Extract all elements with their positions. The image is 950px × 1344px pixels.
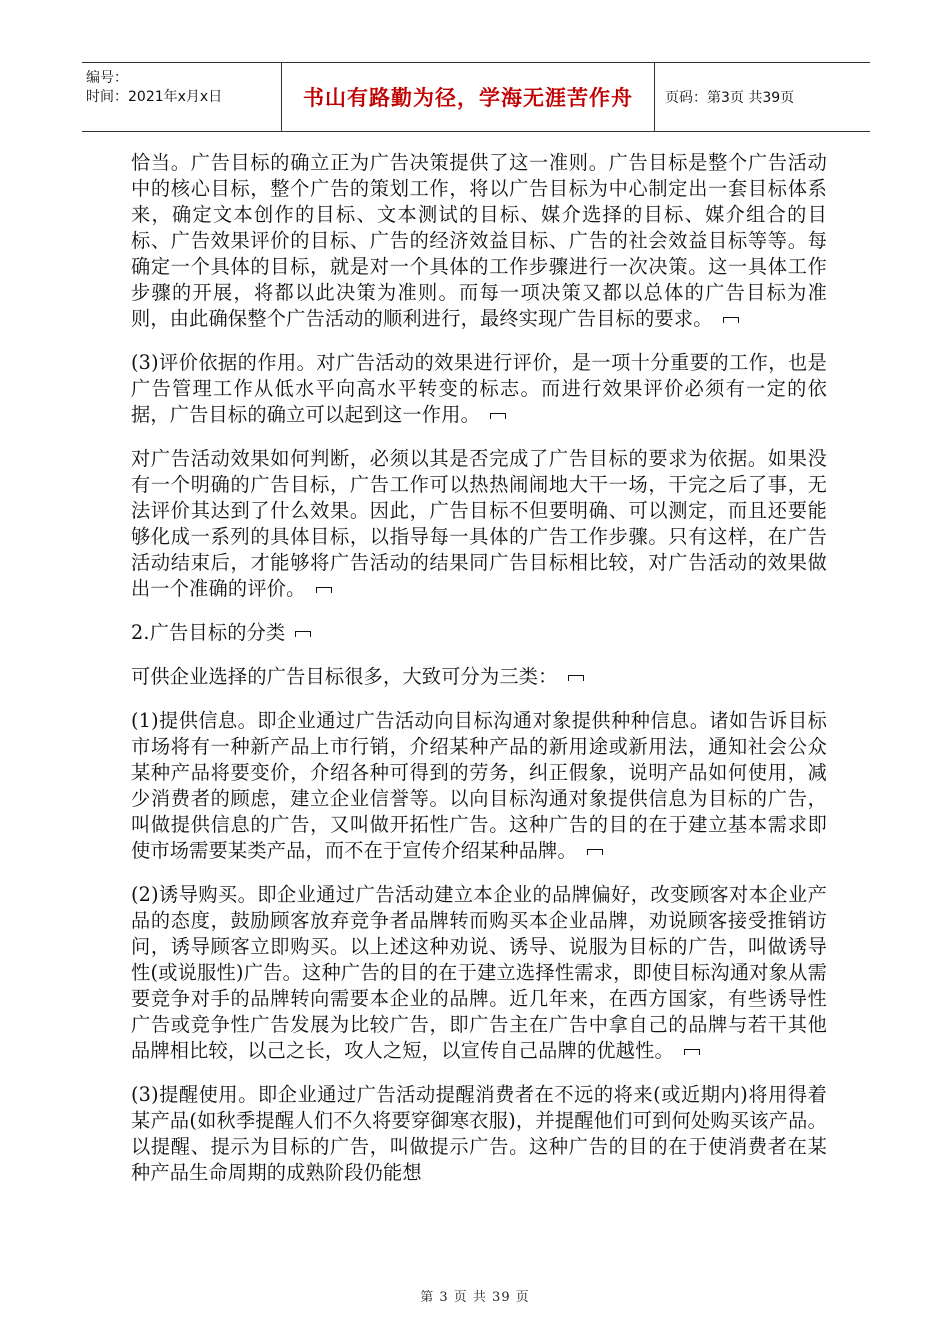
time-label: 时间：2021年x月x日: [86, 89, 223, 105]
page-header: [82, 62, 870, 132]
paragraph-mark-icon: [316, 587, 332, 593]
paragraph: [131, 350, 827, 428]
header-page-info-cell: [655, 63, 870, 131]
paragraph-text: (3)评价依据的作用。对广告活动的效果进行评价，是一项十分重要的工作，也是广告管理工作从低水平向高水平转变的标志。而进行效果评价必须有一定的依据，广告目标的确立可以起到这一作用。: [131, 351, 827, 426]
paragraph-mark-icon: [684, 1049, 700, 1055]
paragraph-text: 可供企业选择的广告目标很多，大致可分为三类：: [131, 665, 558, 688]
paragraph: [131, 446, 827, 602]
paragraph: [131, 664, 827, 690]
paragraph-text: (2)诱导购买。即企业通过广告活动建立本企业的品牌偏好，改变顾客对本企业产品的态度，鼓励顾客放弃竞争者品牌转而购买本企业品牌，劝说顾客接受推销访问，诱导顾客立即购买。以上述这种劝说、诱导、说服为目标的广告，叫做诱导性(或说服性)广告。这种广告的目的在于建立选择性需求，即使目标沟通对象从需要竞争对手的品牌转向需要本企业的品牌。近几年来，在西方国家，有些诱导性广告或竞争性广告发展为比较广告，即广告主在广告中拿自己的品牌与若干其他品牌相比较，以己之长，攻人之短，以宣传自己品牌的优越性。: [131, 883, 827, 1062]
section-heading: [131, 620, 827, 646]
number-label: 编号：: [86, 70, 128, 86]
header-meta: [82, 63, 282, 131]
paragraph-mark-icon: [568, 675, 584, 681]
paragraph-mark-icon: [587, 849, 603, 855]
document-body: [131, 150, 827, 1204]
paragraph-text: (3)提醒使用。即企业通过广告活动提醒消费者在不远的将来(或近期内)将用得着某产品(如秋季提醒人们不久将要穿御寒衣服)，并提醒他们可到何处购买该产品。以提醒、提示为目标的广告，叫做提示广告。这种广告的目的在于使消费者在某种产品生命周期的成熟阶段仍能想: [131, 1083, 827, 1184]
paragraph: [131, 882, 827, 1064]
paragraph-mark-icon: [490, 413, 506, 419]
page-footer: 第 3 页 共 39 页: [420, 1290, 530, 1305]
paragraph: [131, 708, 827, 864]
motto: 书山有路勤为径，学海无涯苦作舟: [303, 86, 633, 110]
paragraph-mark-icon: [723, 317, 739, 323]
paragraph-text: 对广告活动效果如何判断，必须以其是否完成了广告目标的要求为依据。如果没有一个明确的广告目标，广告工作可以热热闹闹地大干一场，干完之后了事，无法评价其达到了什么效果。因此，广告目标不但要明确、可以测定，而且还要能够化成一系列的具体目标，以指导每一具体的广告工作步骤。只有这样，在广告活动结束后，才能够将广告活动的结果同广告目标相比较，对广告活动的效果做出一个准确的评价。: [131, 447, 827, 600]
paragraph: [131, 150, 827, 332]
paragraph-text: (1)提供信息。即企业通过广告活动向目标沟通对象提供种种信息。诸如告诉目标市场将有一种新产品上市行销，介绍某种产品的新用途或新用法，通知社会公众某种产品将要变价，介绍各种可得到的劳务，纠正假象，说明产品如何使用，减少消费者的顾虑，建立企业信誉等。以向目标沟通对象提供信息为目标的广告，叫做提供信息的广告，又叫做开拓性广告。这种广告的目的在于建立基本需求即使市场需要某类产品，而不在于宣传介绍某种品牌。: [131, 709, 827, 862]
paragraph-text: 恰当。广告目标的确立正为广告决策提供了这一准则。广告目标是整个广告活动中的核心目标，整个广告的策划工作，将以广告目标为中心制定出一套目标体系来，确定文本创作的目标、文本测试的目标、媒介选择的目标、媒介组合的目标、广告效果评价的目标、广告的经济效益目标、广告的社会效益目标等等。每确定一个具体的目标，就是对一个具体的工作步骤进行一次决策。这一具体工作步骤的开展，将都以此决策为准则。而每一项决策又都以总体的广告目标为准则，由此确保整个广告活动的顺利进行，最终实现广告目标的要求。: [131, 151, 827, 330]
header-motto-cell: [282, 63, 655, 131]
paragraph-text: 2.广告目标的分类: [131, 621, 286, 644]
page-info: 页码：第3页 共39页: [665, 90, 795, 106]
paragraph-mark-icon: [295, 631, 311, 637]
paragraph: [131, 1082, 827, 1186]
